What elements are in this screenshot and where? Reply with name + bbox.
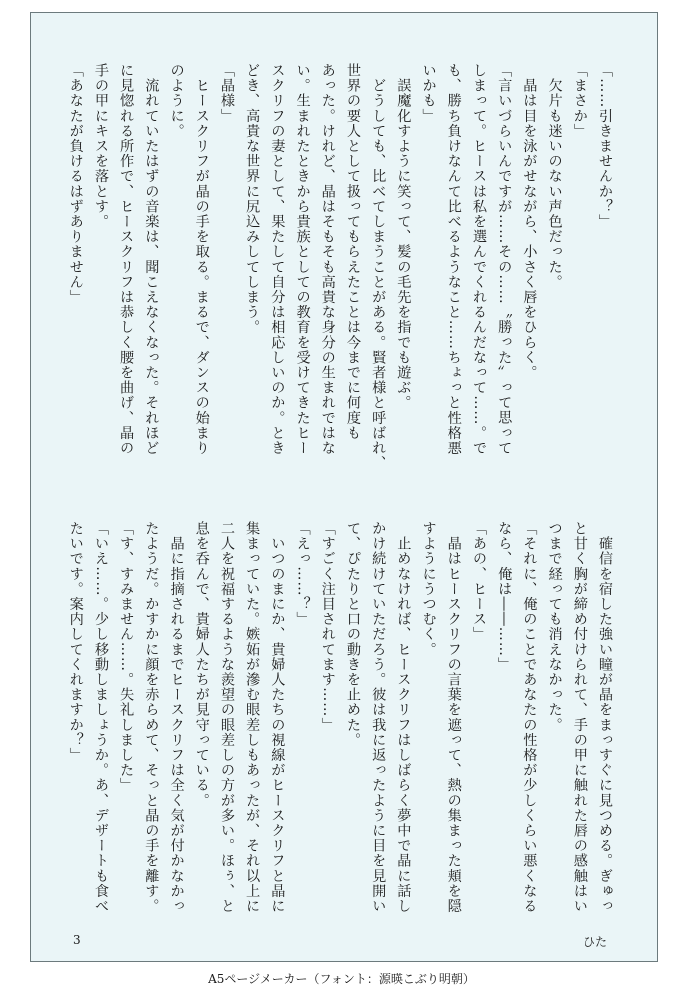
text-line: 手の甲にキスを落とす。 [92, 63, 109, 230]
text-line: ヒースクリフが晶の手を取る。まるで、ダンスの始まり [193, 63, 210, 456]
text-line: 「それに、俺のことであなたの性格が少しくらい悪くなる [521, 521, 538, 914]
text-line: つまで経っても消えなかった。 [546, 521, 563, 733]
text-line: どき、高貴な世界に尻込みしてしまう。 [244, 63, 261, 335]
manuscript-page [30, 12, 658, 962]
text-line: に見惚れる所作で、ヒースクリフは恭しく腰を曲げ、晶の [118, 63, 135, 456]
text-line: のように。 [168, 63, 185, 139]
text-line: 「すごく注目されてます……」 [319, 521, 336, 733]
text-line: 「いえ……。少し移動しましょうか。あ、デザートも食べ [92, 521, 109, 914]
page-number: 3 [73, 933, 81, 947]
text-line: 晶に指摘されるまでヒースクリフは全く気が付かなかっ [168, 521, 185, 914]
text-line: い。生まれたときから貴族としての教育を受けてきたヒー [294, 63, 311, 456]
footer-credit: A5ページメーカー（フォント：源暎こぶり明朝） [208, 972, 475, 986]
text-column-lower [63, 521, 617, 921]
text-line: どうしても、比べてしまうことがある。賢者様と呼ばれ、 [370, 63, 387, 471]
text-line: 止めなければ、ヒースクリフはしばらく夢中で晶に話し [395, 521, 412, 914]
text-line: 確信を宿した強い瞳が晶をまっすぐに見つめる。ぎゅっ [597, 521, 613, 914]
text-line: 「す、すみません……。失礼しました」 [118, 521, 135, 793]
text-line: も、勝ち負けなんて比べるようなこと……ちょっと性格悪 [445, 63, 462, 456]
text-line: 集まっていた。嫉妬が滲む眼差しもあったが、それ以上に [244, 521, 261, 914]
text-line: 「えっ……？」 [294, 521, 311, 627]
text-line: 欠片も迷いのない声色だった。 [546, 63, 563, 290]
text-line: 息を呑んで、貴婦人たちが見守っている。 [193, 521, 210, 808]
text-line: 二人を祝福するような羨望の眼差しの方が多い。ほぅ、と [218, 521, 235, 914]
text-line: しまって。ヒースは私を選んでくれるんだなって……。で [470, 63, 487, 456]
text-line: いつのまにか、貴婦人たちの視線がヒースクリフと晶に [269, 521, 286, 914]
text-line: いかも」 [420, 63, 437, 124]
text-line: 「あの、ヒース」 [470, 521, 487, 642]
text-line: 晶はヒースクリフの言葉を遮って、熱の集まった頬を隠 [445, 521, 462, 914]
text-line: と甘く胸が締め付けられて、手の甲に触れた唇の感触はい [571, 521, 588, 914]
text-line: 流れていたはずの音楽は、聞こえなくなった。それほど [143, 63, 160, 456]
text-line: すようにうつむく。 [420, 521, 437, 657]
text-line: なら、俺は――……」 [496, 521, 513, 672]
text-line: 晶は目を泳がせながら、小さく唇をひらく。 [521, 63, 538, 381]
text-line: スクリフの妻として、果たして自分は相応しいのか。とき [269, 63, 286, 456]
text-line: 「まさか」 [571, 63, 588, 139]
author-name: ひた [582, 935, 607, 949]
text-line: あった。けれど、晶はそもそも高貴な身分の生まれではな [319, 63, 336, 456]
text-line: たようだ。かすかに顔を赤らめて、そっと晶の手を離す。 [143, 521, 160, 914]
text-line: 誤魔化すように笑って、髪の毛先を指でも遊ぶ。 [395, 63, 412, 411]
text-line: て、ぴたりと口の動きを止めた。 [344, 521, 361, 748]
text-line: 「言いづらいんですが……その……〝勝った〟って思って [496, 63, 513, 456]
text-line: かけ続けていただろう。彼は我に返ったように目を見開い [370, 521, 387, 914]
text-line: たいです。案内してくれますか？」 [67, 521, 84, 763]
text-line: 「……引きませんか？」 [597, 63, 613, 230]
text-line: 「晶様」 [218, 63, 235, 124]
text-line: 世界の要人として扱ってもらえたことは今までに何度も [344, 63, 361, 441]
text-line: 「あなたが負けるはずありません」 [67, 63, 84, 305]
text-column-upper [63, 63, 617, 471]
